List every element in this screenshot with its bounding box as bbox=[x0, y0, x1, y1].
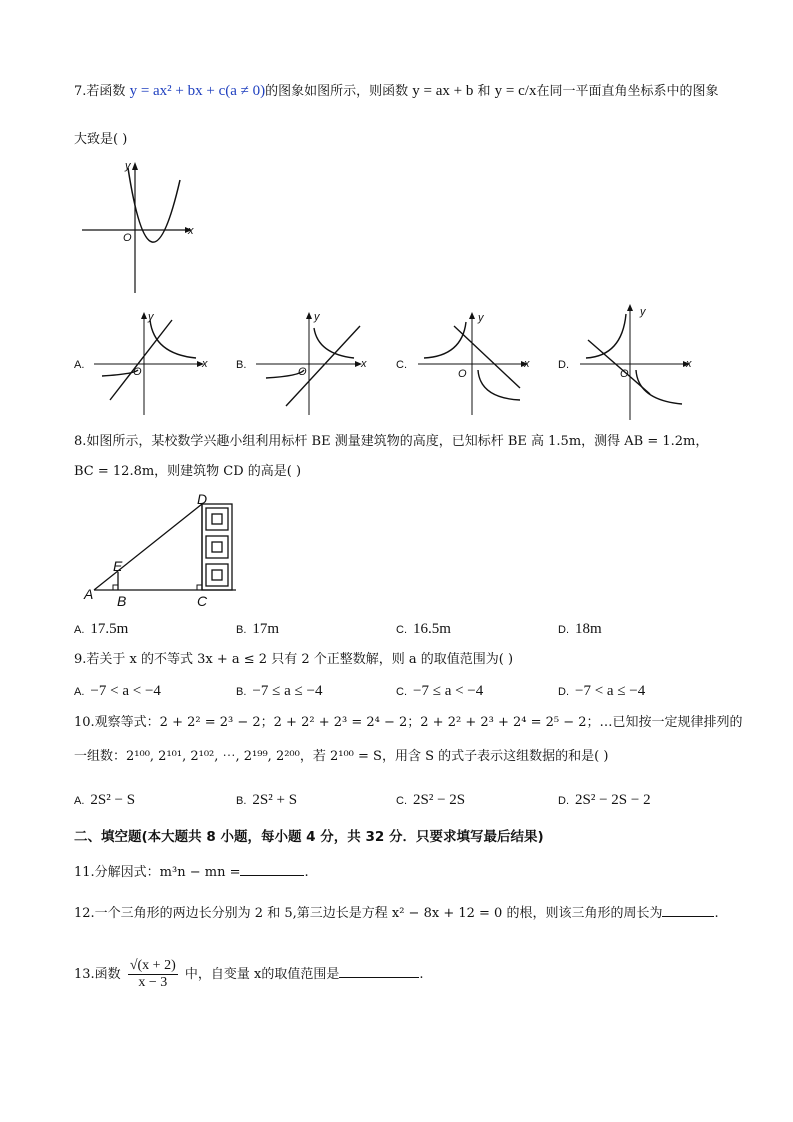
q7-option-c[interactable]: C. bbox=[396, 359, 407, 371]
q11-line: 11.分解因式：m³n − mn = . bbox=[74, 862, 309, 882]
q12-answer-blank[interactable] bbox=[662, 903, 714, 917]
label-e: E bbox=[113, 558, 123, 574]
label-a: A bbox=[84, 586, 94, 602]
q7-option-a[interactable]: A. bbox=[74, 359, 85, 371]
label-d: D bbox=[197, 491, 208, 507]
q9-option-b[interactable]: B. −7 ≤ a ≤ −4 bbox=[236, 683, 323, 699]
q8-option-c[interactable]: C. 16.5m bbox=[396, 621, 451, 637]
q7-graph-c bbox=[416, 312, 536, 417]
q12-line: 12.一个三角形的两边长分别为 2 和 5,第三边长是方程 x² − 8x + 12 = 0 的根，则该三角形的周长为 . bbox=[74, 903, 719, 923]
q10-option-d[interactable]: D. 2S² − 2S − 2 bbox=[558, 792, 651, 808]
q9-option-c[interactable]: C. −7 ≤ a < −4 bbox=[396, 683, 484, 699]
q7-graph-b bbox=[254, 312, 369, 417]
q7-graph-d bbox=[578, 304, 698, 422]
building-figure bbox=[86, 490, 246, 610]
q7-line1: 7.若函数 y = ax² + bx + c(a ≠ 0)的图象如图所示，则函数 y = ax + b 和 y = c/x在同一平面直角坐标系中的图象 bbox=[74, 83, 719, 99]
q10-option-b[interactable]: B. 2S² + S bbox=[236, 792, 298, 808]
q10-line1: 10.观察等式：2 + 2² = 2³ − 2；2 + 2² + 2³ = 2⁴ − 2；2 + 2² + 2³ + 2⁴ = 2⁵ − 2；…已知按一定规律排列的 bbox=[74, 715, 743, 730]
q9-option-d[interactable]: D. −7 < a ≤ −4 bbox=[558, 683, 646, 699]
q7-linear: y = ax + b bbox=[412, 83, 474, 99]
q13-line: 13.函数 $\frac{√(x + 2)}{x - 3}$ 中，自变量 x的取值范围是 . bbox=[74, 958, 424, 990]
q7-quadratic: y = ax² + bx + c(a ≠ 0) bbox=[129, 83, 266, 99]
q7-line2: 大致是( ) bbox=[74, 132, 128, 147]
label-c: C bbox=[197, 593, 208, 609]
q10-option-c[interactable]: C. 2S² − 2S bbox=[396, 792, 466, 808]
q7-inverse: y = c/x bbox=[494, 83, 537, 99]
q8-option-d[interactable]: D. 18m bbox=[558, 621, 602, 637]
q7-graph-a bbox=[92, 312, 212, 417]
q8-line1: 8.如图所示，某校数学兴趣小组利用标杆 BE 测量建筑物的高度，已知标杆 BE 高 1.5m，测得 AB = 1.2m， bbox=[74, 434, 709, 449]
q7-option-d[interactable]: D. bbox=[558, 359, 569, 371]
q9-option-a[interactable]: A. −7 < a < −4 bbox=[74, 683, 161, 699]
q10-option-a[interactable]: A. 2S² − S bbox=[74, 792, 136, 808]
parabola-x-label: x bbox=[188, 225, 194, 237]
q13-answer-blank[interactable] bbox=[339, 964, 419, 978]
parabola-graph bbox=[80, 160, 200, 295]
q8-line2: BC = 12.8m，则建筑物 CD 的高是( ) bbox=[74, 464, 302, 479]
q8-option-a[interactable]: A. 17.5m bbox=[74, 621, 129, 637]
parabola-y-label: y bbox=[125, 160, 131, 172]
q13-fraction: $\frac{√(x + 2)}{x - 3}$ bbox=[129, 958, 176, 990]
parabola-origin-label: O bbox=[123, 232, 132, 244]
q7-option-b[interactable]: B. bbox=[236, 359, 247, 371]
q9-line1: 9.若关于 x 的不等式 3x + a ≤ 2 只有 2 个正整数解，则 a 的取值范围为( ) bbox=[74, 652, 514, 667]
section-fill-in-heading: 二、填空题(本大题共 8 小题，每小题 4 分，共 32 分．只要求填写最后结果) bbox=[74, 829, 544, 845]
label-b: B bbox=[117, 593, 127, 609]
q10-line2: 一组数：2¹⁰⁰, 2¹⁰¹, 2¹⁰², ⋯, 2¹⁹⁹, 2²⁰⁰，若 2¹⁰⁰ = S，用含 S 的式子表示这组数据的和是( ) bbox=[74, 749, 609, 764]
q11-answer-blank[interactable] bbox=[240, 862, 304, 876]
q8-option-b[interactable]: B. 17m bbox=[236, 621, 280, 637]
